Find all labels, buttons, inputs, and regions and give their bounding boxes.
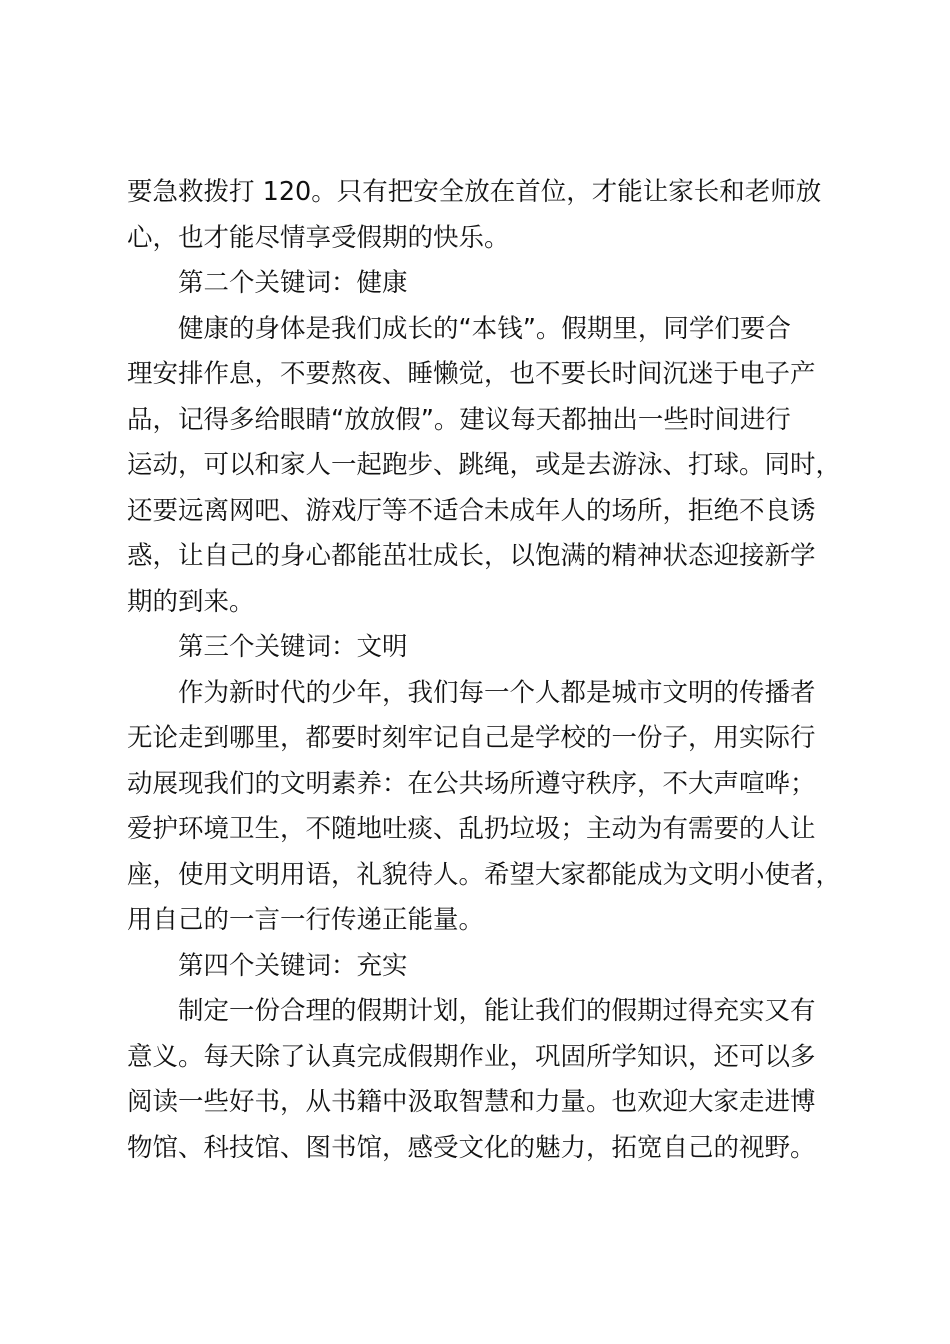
text-line: 理安排作息，不要熬夜、睡懒觉，也不要长时间沉迷于电子产 [127,359,816,389]
text-line: 座，使用文明用语，礼貌待人。希望大家都能成为文明小使者， [127,859,842,890]
text-line: 还要远离网吧、游戏厅等不适合未成年人的场所，拒绝不良诱 [127,495,816,526]
text-line: 无论走到哪里，都要时刻牢记自己是学校的一份子，用实际行 [127,723,816,753]
heading-text: 第二个关键词：健康 [178,268,408,298]
paragraph-civility [127,671,842,944]
text-line: 用自己的一言一行传递正能量。 [127,905,485,935]
section-heading-civility [127,625,831,671]
text-line: 意义。每天除了认真完成假期作业，巩固所学知识，还可以多 [127,1041,816,1072]
paragraph-safety-continued [127,170,831,261]
text-line: 爱护环境卫生，不随地吐痰、乱扔垃圾；主动为有需要的人让 [127,814,816,844]
paragraph-fulfillment [127,989,831,1171]
document-body [127,170,842,1171]
text-line: 期的到来。 [127,586,255,617]
heading-text: 第三个关键词：文明 [178,632,408,662]
section-heading-fulfillment [127,944,831,990]
paragraph-health [127,307,842,626]
text-line: 动展现我们的文明素养：在公共场所遵守秩序，不大声喧哗； [127,768,816,799]
text-line: 物馆、科技馆、图书馆，感受文化的魅力，拓宽自己的视野。 [127,1132,816,1163]
text-line: 心，也才能尽情享受假期的快乐。 [127,222,510,253]
text-line: 运动，可以和家人一起跑步、跳绳，或是去游泳、打球。同时， [127,450,842,480]
heading-text: 第四个关键词：充实 [178,950,408,981]
text-line: 品，记得多给眼睛“放放假”。建议每天都抽出一些时间进行 [127,404,791,435]
text-line: 惑，让自己的身心都能茁壮成长，以饱满的精神状态迎接新学 [127,541,816,571]
text-line: 制定一份合理的假期计划，能让我们的假期过得充实又有 [178,996,816,1026]
text-line: 作为新时代的少年，我们每一个人都是城市文明的传播者 [178,677,816,708]
text-line: 要急救拨打 120。只有把安全放在首位，才能让家长和老师放 [127,177,822,207]
text-line: 阅读一些好书，从书籍中汲取智慧和力量。也欢迎大家走进博 [127,1087,816,1117]
text-line: 健康的身体是我们成长的“本钱”。假期里，同学们要合 [178,313,791,344]
section-heading-health [127,261,831,307]
